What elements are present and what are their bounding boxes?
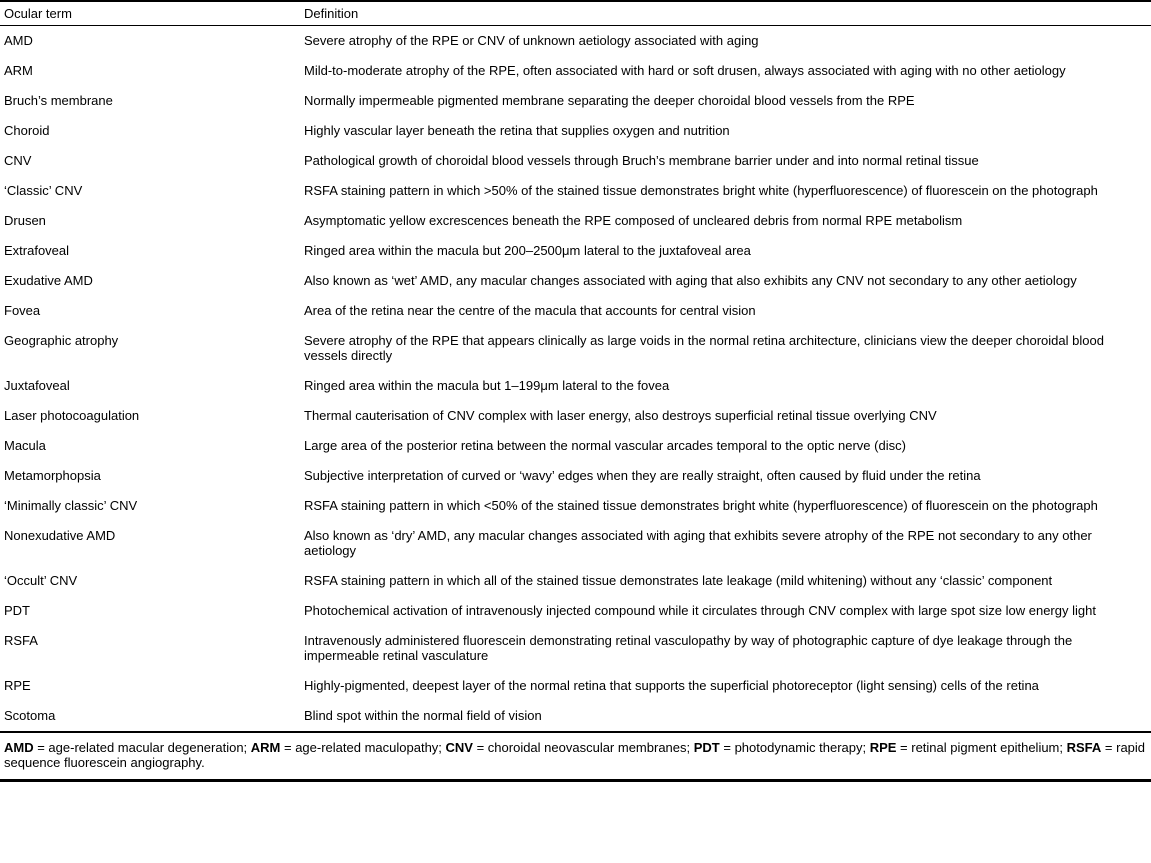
ocular-term-cell: PDT [4, 603, 30, 618]
ocular-term-cell: Geographic atrophy [4, 333, 119, 348]
table-row [0, 431, 1151, 461]
table-row [0, 206, 1151, 236]
table-row [0, 326, 1151, 371]
table-row [0, 86, 1151, 116]
definition-cell: Pathological growth of choroidal blood vessels through Bruch’s membrane barrier under and into normal retinal tissue [304, 153, 979, 168]
column-header-ocular-term: Ocular term [0, 1, 300, 26]
definition-cell: Thermal cauterisation of CNV complex with laser energy, also destroys superficial retinal tissue overlying CNV [304, 408, 937, 423]
table-row [0, 626, 1151, 671]
ocular-term-cell: CNV [4, 153, 32, 168]
column-header-definition: Definition [300, 1, 1151, 26]
definition-cell: Mild-to-moderate atrophy of the RPE, often associated with hard or soft drusen, always associated with aging with no other aetiology [304, 63, 1066, 78]
table-row [0, 296, 1151, 326]
table-row [0, 566, 1151, 596]
table-row [0, 176, 1151, 206]
abbreviations-footnote: AMD = age-related macular degeneration; ARM = age-related maculopathy; CNV = choroidal neovascular membranes; PDT = photodynamic therapy; RPE = retinal pigment epithelium; RSFA = rapid sequence fluorescein angiography. [0, 731, 1151, 782]
ocular-term-cell: RPE [4, 678, 31, 693]
ocular-term-cell: Macula [4, 438, 46, 453]
header-row [0, 1, 1151, 26]
definition-cell: Also known as ‘wet’ AMD, any macular changes associated with aging that also exhibits any CNV not secondary to any other aetiology [304, 273, 1077, 288]
table-row [0, 116, 1151, 146]
table-row [0, 701, 1151, 731]
definition-cell: Area of the retina near the centre of the macula that accounts for central vision [304, 303, 756, 318]
definition-cell: Normally impermeable pigmented membrane separating the deeper choroidal blood vessels from the RPE [304, 93, 915, 108]
definition-cell: Intravenously administered fluorescein demonstrating retinal vasculopathy by way of photographic capture of dye leakage through the impermeable retinal vasculature [304, 633, 1073, 663]
definition-cell: RSFA staining pattern in which <50% of the stained tissue demonstrates bright white (hyperfluorescence) of fluorescein on the photograph [304, 498, 1098, 513]
ocular-term-cell: AMD [4, 33, 33, 48]
definition-cell: Blind spot within the normal field of vision [304, 708, 542, 723]
definition-cell: Highly-pigmented, deepest layer of the normal retina that supports the superficial photoreceptor (light sensing) cells of the retina [304, 678, 1039, 693]
abbreviation-amd: AMD [4, 740, 34, 755]
definition-cell: Photochemical activation of intravenously injected compound while it circulates through CNV complex with large spot size low energy light [304, 603, 1096, 618]
definition-cell: Large area of the posterior retina between the normal vascular arcades temporal to the optic nerve (disc) [304, 438, 906, 453]
abbreviation-rpe: RPE [869, 740, 897, 755]
definition-cell: Highly vascular layer beneath the retina that supplies oxygen and nutrition [304, 123, 730, 138]
definition-cell: Severe atrophy of the RPE or CNV of unknown aetiology associated with aging [304, 33, 759, 48]
definition-cell: Severe atrophy of the RPE that appears clinically as large voids in the normal retina architecture, clinicians view the deeper choroidal blood vessels directly [304, 333, 1104, 363]
table-row [0, 236, 1151, 266]
table-row [0, 521, 1151, 566]
table-row [0, 146, 1151, 176]
ocular-term-cell: Exudative AMD [4, 273, 93, 288]
definition-cell: Asymptomatic yellow excrescences beneath the RPE composed of uncleared debris from normal RPE metabolism [304, 213, 963, 228]
abbreviation-rsfa: RSFA [1066, 740, 1102, 755]
table-row [0, 671, 1151, 701]
ocular-term-cell: Metamorphopsia [4, 468, 101, 483]
ocular-term-cell: Fovea [4, 303, 41, 318]
ocular-term-cell: Extrafoveal [4, 243, 70, 258]
definition-cell: Ringed area within the macula but 200–2500μm lateral to the juxtafoveal area [304, 243, 751, 258]
ocular-term-cell: Laser photocoagulation [4, 408, 140, 423]
table-row [0, 461, 1151, 491]
ocular-term-cell: RSFA [4, 633, 38, 648]
ocular-term-cell: Bruch’s membrane [4, 93, 113, 108]
ocular-term-cell: ‘Occult’ CNV [4, 573, 78, 588]
ocular-term-cell: Choroid [4, 123, 50, 138]
abbreviation-cnv: CNV [445, 740, 473, 755]
ocular-term-cell: Nonexudative AMD [4, 528, 116, 543]
abbreviation-pdt: PDT [693, 740, 720, 755]
ocular-term-cell: ‘Classic’ CNV [4, 183, 83, 198]
ocular-term-cell: ‘Minimally classic’ CNV [4, 498, 138, 513]
definition-cell: RSFA staining pattern in which >50% of the stained tissue demonstrates bright white (hyperfluorescence) of fluorescein on the photograph [304, 183, 1098, 198]
ocular-term-cell: Scotoma [4, 708, 56, 723]
ocular-term-cell: ARM [4, 63, 33, 78]
table-row [0, 371, 1151, 401]
definition-cell: Subjective interpretation of curved or ‘wavy’ edges when they are really straight, often caused by fluid under the retina [304, 468, 981, 483]
table-row [0, 26, 1151, 57]
definition-cell: Also known as ‘dry’ AMD, any macular changes associated with aging that exhibits severe atrophy of the RPE not secondary to any other aetiology [304, 528, 1092, 558]
table-row [0, 596, 1151, 626]
table-row [0, 266, 1151, 296]
abbreviation-arm: ARM [250, 740, 281, 755]
table-body [0, 26, 1151, 732]
definition-cell: Ringed area within the macula but 1–199μm lateral to the fovea [304, 378, 670, 393]
table-row [0, 56, 1151, 86]
definition-cell: RSFA staining pattern in which all of the stained tissue demonstrates late leakage (mild whitening) without any ‘classic’ component [304, 573, 1053, 588]
table-row [0, 491, 1151, 521]
ocular-term-cell: Drusen [4, 213, 46, 228]
ocular-term-cell: Juxtafoveal [4, 378, 70, 393]
table-row [0, 401, 1151, 431]
